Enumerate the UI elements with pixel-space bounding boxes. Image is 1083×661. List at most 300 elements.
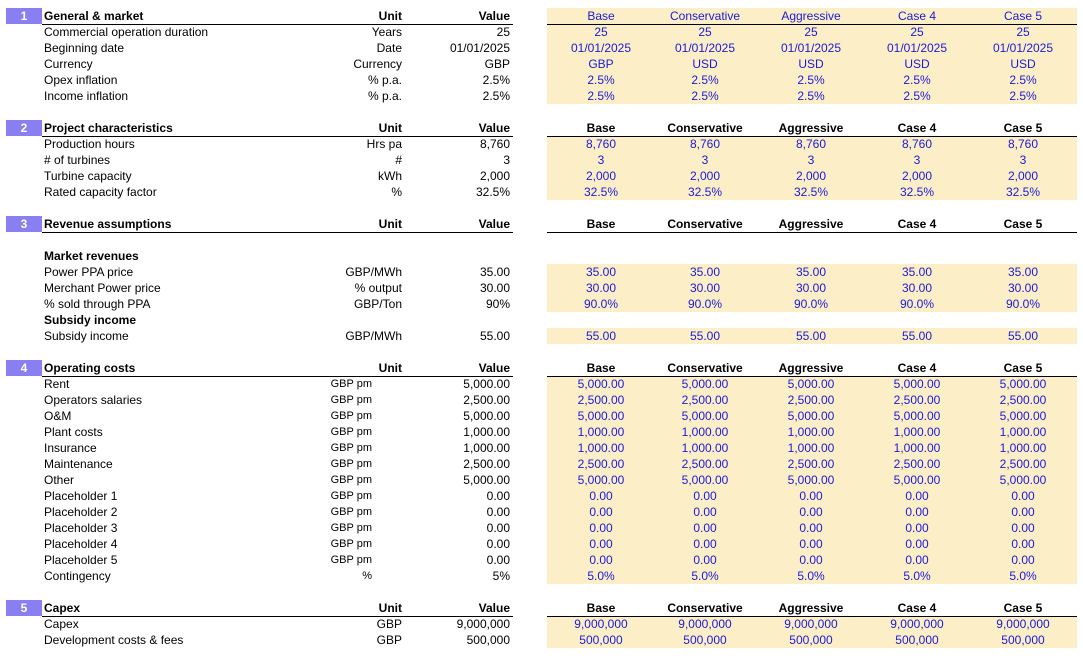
row-label: Power PPA price: [44, 265, 134, 279]
row-unit: Years: [371, 25, 402, 39]
row-label: Production hours: [44, 137, 135, 151]
case-input-cell[interactable]: 55.00: [901, 329, 933, 343]
row-label: Plant costs: [44, 425, 103, 439]
value-header: Value: [478, 361, 510, 375]
row-unit: Hrs pa: [366, 137, 402, 151]
case-input-cell[interactable]: 8,760: [1007, 137, 1039, 151]
case-input-cell[interactable]: 55.00: [585, 329, 617, 343]
assumption-row: [0, 88, 1083, 104]
case-input-cell[interactable]: 2.5%: [903, 89, 931, 103]
row-unit: Currency: [353, 57, 402, 71]
case-header: Conservative: [667, 361, 743, 375]
case-input-cell[interactable]: 2,500.00: [681, 457, 729, 471]
case-header: Case 4: [897, 9, 937, 23]
subsection-title: Market revenues: [44, 249, 139, 263]
case-input-cell[interactable]: 35.00: [689, 265, 721, 279]
row-label: Rated capacity factor: [44, 185, 157, 199]
case-input-cell[interactable]: 90.0%: [687, 297, 723, 311]
assumption-row: [0, 552, 1083, 568]
case-header: Aggressive: [778, 601, 844, 615]
row-value[interactable]: 90%: [485, 297, 510, 311]
case-input-cell[interactable]: 90.0%: [1005, 297, 1041, 311]
row-label: Development costs & fees: [44, 633, 184, 647]
row-label: Merchant Power price: [44, 281, 161, 295]
case-header: Aggressive: [778, 217, 844, 231]
row-label: Opex inflation: [44, 73, 118, 87]
row-value[interactable]: 0.00: [486, 553, 510, 567]
case-input-cell[interactable]: 1,000.00: [893, 441, 941, 455]
case-input-cell[interactable]: 5,000.00: [999, 409, 1047, 423]
row-value[interactable]: 5,000.00: [463, 473, 510, 487]
row-label: Other: [44, 473, 75, 487]
case-input-cell[interactable]: GBP: [588, 57, 614, 71]
section-header-row: [0, 360, 1083, 376]
header-underline: [42, 232, 513, 233]
case-input-cell[interactable]: 0.00: [693, 489, 717, 503]
case-input-cell[interactable]: 0.00: [905, 537, 929, 551]
case-input-cell[interactable]: 32.5%: [583, 185, 619, 199]
case-input-cell[interactable]: 0.00: [693, 505, 717, 519]
case-input-cell[interactable]: 5.0%: [587, 569, 615, 583]
case-input-cell[interactable]: USD: [798, 57, 824, 71]
value-header: Value: [478, 121, 510, 135]
case-input-cell[interactable]: 25: [698, 25, 712, 39]
case-header: Case 5: [1003, 217, 1043, 231]
case-input-cell[interactable]: 2.5%: [1009, 73, 1037, 87]
row-value[interactable]: 2.5%: [482, 73, 510, 87]
assumption-row: [0, 472, 1083, 488]
case-input-cell[interactable]: 0.00: [1011, 521, 1035, 535]
case-input-cell[interactable]: 55.00: [689, 329, 721, 343]
row-value[interactable]: 30.00: [479, 281, 510, 295]
case-input-cell[interactable]: 32.5%: [899, 185, 935, 199]
row-value[interactable]: 55.00: [479, 329, 510, 343]
row-label: O&M: [44, 409, 72, 423]
case-input-cell[interactable]: 5,000.00: [787, 473, 835, 487]
case-input-cell[interactable]: USD: [692, 57, 718, 71]
case-input-cell[interactable]: 01/01/2025: [992, 41, 1054, 55]
row-label: Placeholder 2: [44, 505, 118, 519]
assumption-row: [0, 616, 1083, 632]
row-label: Placeholder 5: [44, 553, 118, 567]
case-input-cell[interactable]: 2,500.00: [893, 457, 941, 471]
case-input-cell[interactable]: 0.00: [905, 553, 929, 567]
case-header: Base: [586, 361, 616, 375]
case-header: Conservative: [667, 601, 743, 615]
case-input-cell[interactable]: 5,000.00: [577, 377, 625, 391]
case-input-cell[interactable]: 32.5%: [793, 185, 829, 199]
assumption-row: [0, 136, 1083, 152]
case-input-cell[interactable]: 2.5%: [691, 89, 719, 103]
unit-header: Unit: [378, 121, 402, 135]
assumption-row: [0, 488, 1083, 504]
case-input-cell[interactable]: 0.00: [693, 521, 717, 535]
case-input-cell[interactable]: 9,000,000: [784, 617, 838, 631]
case-input-cell[interactable]: 25: [910, 25, 924, 39]
case-input-cell[interactable]: 5,000.00: [577, 409, 625, 423]
row-value[interactable]: 500,000: [466, 633, 510, 647]
case-input-cell[interactable]: 1,000.00: [577, 425, 625, 439]
case-input-cell[interactable]: 0.00: [1011, 553, 1035, 567]
row-unit: GBP/MWh: [345, 265, 402, 279]
case-input-cell[interactable]: 0.00: [799, 505, 823, 519]
case-input-cell[interactable]: 2.5%: [797, 89, 825, 103]
section-title: Revenue assumptions: [44, 217, 172, 231]
case-input-cell[interactable]: 5.0%: [903, 569, 931, 583]
section-number: 3: [6, 216, 42, 232]
case-input-cell[interactable]: 01/01/2025: [780, 41, 842, 55]
case-input-cell[interactable]: 55.00: [795, 329, 827, 343]
case-input-cell[interactable]: 35.00: [1007, 265, 1039, 279]
case-input-cell[interactable]: 30.00: [585, 281, 617, 295]
value-header: Value: [478, 217, 510, 231]
case-input-cell[interactable]: 2,500.00: [681, 393, 729, 407]
row-unit: GBP pm: [330, 554, 372, 566]
unit-header: Unit: [378, 9, 402, 23]
case-header: Aggressive: [778, 361, 844, 375]
case-header: Base: [587, 9, 615, 23]
case-input-cell[interactable]: 90.0%: [899, 297, 935, 311]
case-header: Case 5: [1003, 361, 1043, 375]
row-label: Currency: [44, 57, 93, 71]
row-label: # of turbines: [44, 153, 111, 167]
case-input-cell[interactable]: 8,760: [795, 137, 827, 151]
row-value[interactable]: 5,000.00: [463, 377, 510, 391]
case-input-cell[interactable]: 1,000.00: [999, 425, 1047, 439]
section-number: 2: [6, 120, 42, 136]
assumption-row: [0, 184, 1083, 200]
case-input-cell[interactable]: 5,000.00: [787, 409, 835, 423]
section-header-row: [0, 600, 1083, 616]
case-input-cell[interactable]: 5,000.00: [787, 377, 835, 391]
case-input-cell[interactable]: 2,500.00: [577, 393, 625, 407]
case-input-cell[interactable]: 1,000.00: [893, 425, 941, 439]
case-header: Conservative: [669, 9, 741, 23]
case-input-cell[interactable]: 2.5%: [587, 73, 615, 87]
case-header: Aggressive: [778, 121, 844, 135]
case-input-cell[interactable]: 35.00: [795, 265, 827, 279]
row-unit: %: [362, 570, 372, 582]
case-input-cell[interactable]: 5,000.00: [681, 377, 729, 391]
case-input-cell[interactable]: 2.5%: [691, 73, 719, 87]
row-value[interactable]: 0.00: [486, 489, 510, 503]
case-input-cell[interactable]: 0.00: [589, 489, 613, 503]
section-title: Capex: [44, 601, 81, 615]
case-input-cell[interactable]: 0.00: [589, 537, 613, 551]
case-header: Conservative: [667, 121, 743, 135]
row-value[interactable]: 5,000.00: [463, 409, 510, 423]
case-input-cell[interactable]: 0.00: [905, 505, 929, 519]
case-header: Case 4: [897, 121, 937, 135]
section-title: Operating costs: [44, 361, 136, 375]
row-unit: kWh: [378, 169, 402, 183]
assumption-row: [0, 568, 1083, 584]
case-input-cell[interactable]: 9,000,000: [678, 617, 732, 631]
row-unit: GBP/MWh: [345, 329, 402, 343]
case-input-cell[interactable]: 8,760: [585, 137, 617, 151]
case-input-cell[interactable]: 3: [597, 153, 605, 167]
row-unit: GBP pm: [330, 506, 372, 518]
case-input-cell[interactable]: 500,000: [895, 633, 939, 647]
case-input-cell[interactable]: 01/01/2025: [674, 41, 736, 55]
row-label: Income inflation: [44, 89, 129, 103]
case-input-cell[interactable]: 35.00: [585, 265, 617, 279]
row-value[interactable]: 9,000,000: [456, 617, 510, 631]
case-input-cell[interactable]: 0.00: [589, 553, 613, 567]
case-input-cell[interactable]: 5,000.00: [893, 409, 941, 423]
row-unit: % p.a.: [367, 89, 402, 103]
row-unit: % p.a.: [367, 73, 402, 87]
row-value[interactable]: 0.00: [486, 521, 510, 535]
row-value[interactable]: 0.00: [486, 537, 510, 551]
case-input-cell[interactable]: 30.00: [795, 281, 827, 295]
case-input-cell[interactable]: 90.0%: [583, 297, 619, 311]
case-input-cell[interactable]: 5,000.00: [893, 377, 941, 391]
assumption-row: [0, 40, 1083, 56]
row-label: Beginning date: [44, 41, 125, 55]
case-input-cell[interactable]: 9,000,000: [574, 617, 628, 631]
case-input-cell[interactable]: 5,000.00: [893, 473, 941, 487]
row-unit: GBP pm: [330, 474, 372, 486]
assumption-row: [0, 56, 1083, 72]
row-unit: GBP pm: [330, 442, 372, 454]
case-input-cell[interactable]: 2.5%: [903, 73, 931, 87]
assumption-row: [0, 168, 1083, 184]
case-input-cell[interactable]: 25: [594, 25, 608, 39]
case-input-cell[interactable]: 2,000: [585, 169, 617, 183]
assumption-row: [0, 296, 1083, 312]
case-input-cell[interactable]: 25: [804, 25, 818, 39]
case-input-cell[interactable]: 5,000.00: [681, 409, 729, 423]
case-input-cell[interactable]: 9,000,000: [996, 617, 1050, 631]
case-input-cell[interactable]: 30.00: [1007, 281, 1039, 295]
row-unit: #: [395, 153, 402, 167]
row-unit: GBP pm: [330, 522, 372, 534]
case-input-cell[interactable]: 2,000: [901, 169, 933, 183]
row-unit: GBP: [376, 633, 402, 647]
case-input-cell[interactable]: 0.00: [589, 505, 613, 519]
case-input-cell[interactable]: 90.0%: [793, 297, 829, 311]
row-value[interactable]: 1,000.00: [463, 441, 510, 455]
row-unit: GBP pm: [330, 490, 372, 502]
row-value[interactable]: 2.5%: [482, 89, 510, 103]
row-unit: GBP pm: [330, 458, 372, 470]
case-input-cell[interactable]: 0.00: [799, 521, 823, 535]
assumption-row: [0, 504, 1083, 520]
assumption-row: [0, 536, 1083, 552]
case-header: Case 5: [1003, 9, 1043, 23]
case-input-cell[interactable]: 2.5%: [587, 89, 615, 103]
row-unit: Date: [376, 41, 402, 55]
row-unit: GBP pm: [330, 538, 372, 550]
case-input-cell[interactable]: 2,500.00: [577, 457, 625, 471]
case-input-cell[interactable]: USD: [904, 57, 930, 71]
row-unit: GBP/Ton: [353, 297, 402, 311]
case-input-cell[interactable]: 0.00: [799, 489, 823, 503]
row-value[interactable]: 5%: [492, 569, 510, 583]
subsection-title: Subsidy income: [44, 313, 137, 327]
assumption-row: [0, 408, 1083, 424]
row-value[interactable]: 25: [496, 25, 510, 39]
row-label: Contingency: [44, 569, 111, 583]
row-value[interactable]: 2,000: [479, 169, 510, 183]
section-header-row: [0, 8, 1083, 24]
row-label: Placeholder 4: [44, 537, 118, 551]
assumption-row: [0, 328, 1083, 344]
row-value[interactable]: GBP: [484, 57, 510, 71]
case-input-cell[interactable]: 500,000: [789, 633, 833, 647]
case-input-cell[interactable]: 1,000.00: [787, 441, 835, 455]
row-value[interactable]: 32.5%: [475, 185, 510, 199]
row-label: Turbine capacity: [44, 169, 132, 183]
case-input-cell[interactable]: 2.5%: [797, 73, 825, 87]
case-input-cell[interactable]: 2,000: [689, 169, 721, 183]
row-label: Insurance: [44, 441, 97, 455]
case-input-cell[interactable]: 500,000: [1001, 633, 1045, 647]
case-input-cell[interactable]: 500,000: [683, 633, 727, 647]
row-unit: GBP pm: [330, 394, 372, 406]
row-unit: GBP pm: [330, 378, 372, 390]
assumption-row: [0, 152, 1083, 168]
row-unit: GBP pm: [330, 410, 372, 422]
unit-header: Unit: [378, 217, 402, 231]
row-label: Capex: [44, 617, 79, 631]
case-input-cell[interactable]: 55.00: [1007, 329, 1039, 343]
row-label: Operators salaries: [44, 393, 143, 407]
case-input-cell[interactable]: 1,000.00: [999, 441, 1047, 455]
row-unit: GBP: [376, 617, 402, 631]
case-input-cell[interactable]: 8,760: [689, 137, 721, 151]
case-input-cell[interactable]: 2,000: [1007, 169, 1039, 183]
row-unit: %: [391, 185, 402, 199]
case-input-cell[interactable]: 0.00: [693, 537, 717, 551]
assumption-row: [0, 264, 1083, 280]
case-header: Aggressive: [781, 9, 841, 23]
value-header: Value: [478, 9, 510, 23]
case-input-cell[interactable]: 30.00: [689, 281, 721, 295]
case-header: Conservative: [667, 217, 743, 231]
case-input-cell[interactable]: USD: [1010, 57, 1036, 71]
case-input-cell[interactable]: 3: [807, 153, 815, 167]
case-input-cell[interactable]: 3: [913, 153, 921, 167]
section-number: 1: [6, 8, 42, 24]
value-header: Value: [478, 601, 510, 615]
case-input-cell[interactable]: 5,000.00: [681, 473, 729, 487]
case-input-cell[interactable]: 5.0%: [797, 569, 825, 583]
assumption-row: [0, 440, 1083, 456]
case-input-cell[interactable]: 5,000.00: [999, 473, 1047, 487]
case-header-underline: [547, 232, 1077, 233]
section-header-row: [0, 216, 1083, 232]
case-input-cell[interactable]: 2,500.00: [787, 457, 835, 471]
row-value[interactable]: 35.00: [479, 265, 510, 279]
row-label: Rent: [44, 377, 70, 391]
case-header: Case 4: [897, 217, 937, 231]
row-label: Subsidy income: [44, 329, 129, 343]
case-input-cell[interactable]: 3: [701, 153, 709, 167]
case-input-cell[interactable]: 9,000,000: [890, 617, 944, 631]
case-input-cell[interactable]: 0.00: [1011, 537, 1035, 551]
case-input-cell[interactable]: 32.5%: [1005, 185, 1041, 199]
row-value[interactable]: 1,000.00: [463, 425, 510, 439]
subsection-row: [0, 248, 1083, 264]
case-input-cell[interactable]: 2,500.00: [787, 393, 835, 407]
case-input-cell[interactable]: 5.0%: [691, 569, 719, 583]
row-value[interactable]: 01/01/2025: [449, 41, 510, 55]
case-input-cell[interactable]: 2.5%: [1009, 89, 1037, 103]
row-value[interactable]: 3: [503, 153, 510, 167]
row-unit: % output: [354, 281, 402, 295]
case-input-cell[interactable]: 35.00: [901, 265, 933, 279]
unit-header: Unit: [378, 361, 402, 375]
row-value[interactable]: 8,760: [479, 137, 510, 151]
case-input-cell[interactable]: 1,000.00: [787, 425, 835, 439]
case-input-cell[interactable]: 0.00: [905, 489, 929, 503]
case-header: Case 5: [1003, 601, 1043, 615]
assumption-row: [0, 520, 1083, 536]
assumption-row: [0, 280, 1083, 296]
row-label: Placeholder 1: [44, 489, 118, 503]
row-unit: GBP pm: [330, 426, 372, 438]
subsection-row: [0, 312, 1083, 328]
assumption-row: [0, 72, 1083, 88]
case-input-cell[interactable]: 2,500.00: [999, 457, 1047, 471]
row-value[interactable]: 2,500.00: [463, 457, 510, 471]
case-input-cell[interactable]: 1,000.00: [577, 441, 625, 455]
case-input-cell[interactable]: 1,000.00: [681, 425, 729, 439]
case-input-cell[interactable]: 01/01/2025: [570, 41, 632, 55]
section-title: Project characteristics: [44, 121, 173, 135]
case-input-cell[interactable]: 5.0%: [1009, 569, 1037, 583]
case-input-cell[interactable]: 0.00: [1011, 505, 1035, 519]
case-input-cell[interactable]: 1,000.00: [681, 441, 729, 455]
case-input-cell[interactable]: 8,760: [901, 137, 933, 151]
row-label: Maintenance: [44, 457, 113, 471]
section-number: 4: [6, 360, 42, 376]
case-input-cell[interactable]: 01/01/2025: [886, 41, 948, 55]
assumption-row: [0, 632, 1083, 648]
case-input-cell[interactable]: 2,000: [795, 169, 827, 183]
case-input-cell[interactable]: 0.00: [589, 521, 613, 535]
unit-header: Unit: [378, 601, 402, 615]
case-input-cell[interactable]: 0.00: [1011, 489, 1035, 503]
case-input-cell[interactable]: 0.00: [693, 553, 717, 567]
case-input-cell[interactable]: 2,500.00: [893, 393, 941, 407]
row-label: Placeholder 3: [44, 521, 118, 535]
case-input-cell[interactable]: 25: [1016, 25, 1030, 39]
case-header: Base: [586, 121, 616, 135]
case-input-cell[interactable]: 0.00: [905, 521, 929, 535]
case-input-cell[interactable]: 5,000.00: [999, 377, 1047, 391]
case-header: Case 4: [897, 601, 937, 615]
case-input-cell[interactable]: 0.00: [799, 537, 823, 551]
row-value[interactable]: 0.00: [486, 505, 510, 519]
case-input-cell[interactable]: 0.00: [799, 553, 823, 567]
case-header: Base: [586, 601, 616, 615]
case-input-cell[interactable]: 30.00: [901, 281, 933, 295]
case-input-cell[interactable]: 3: [1019, 153, 1027, 167]
case-header: Case 4: [897, 361, 937, 375]
case-input-cell[interactable]: 32.5%: [687, 185, 723, 199]
row-value[interactable]: 2,500.00: [463, 393, 510, 407]
assumption-row: [0, 376, 1083, 392]
case-input-cell[interactable]: 500,000: [579, 633, 623, 647]
case-input-cell[interactable]: 2,500.00: [999, 393, 1047, 407]
row-label: % sold through PPA: [44, 297, 151, 311]
section-number: 5: [6, 600, 42, 616]
case-input-cell[interactable]: 5,000.00: [577, 473, 625, 487]
row-label: Commercial operation duration: [44, 25, 209, 39]
